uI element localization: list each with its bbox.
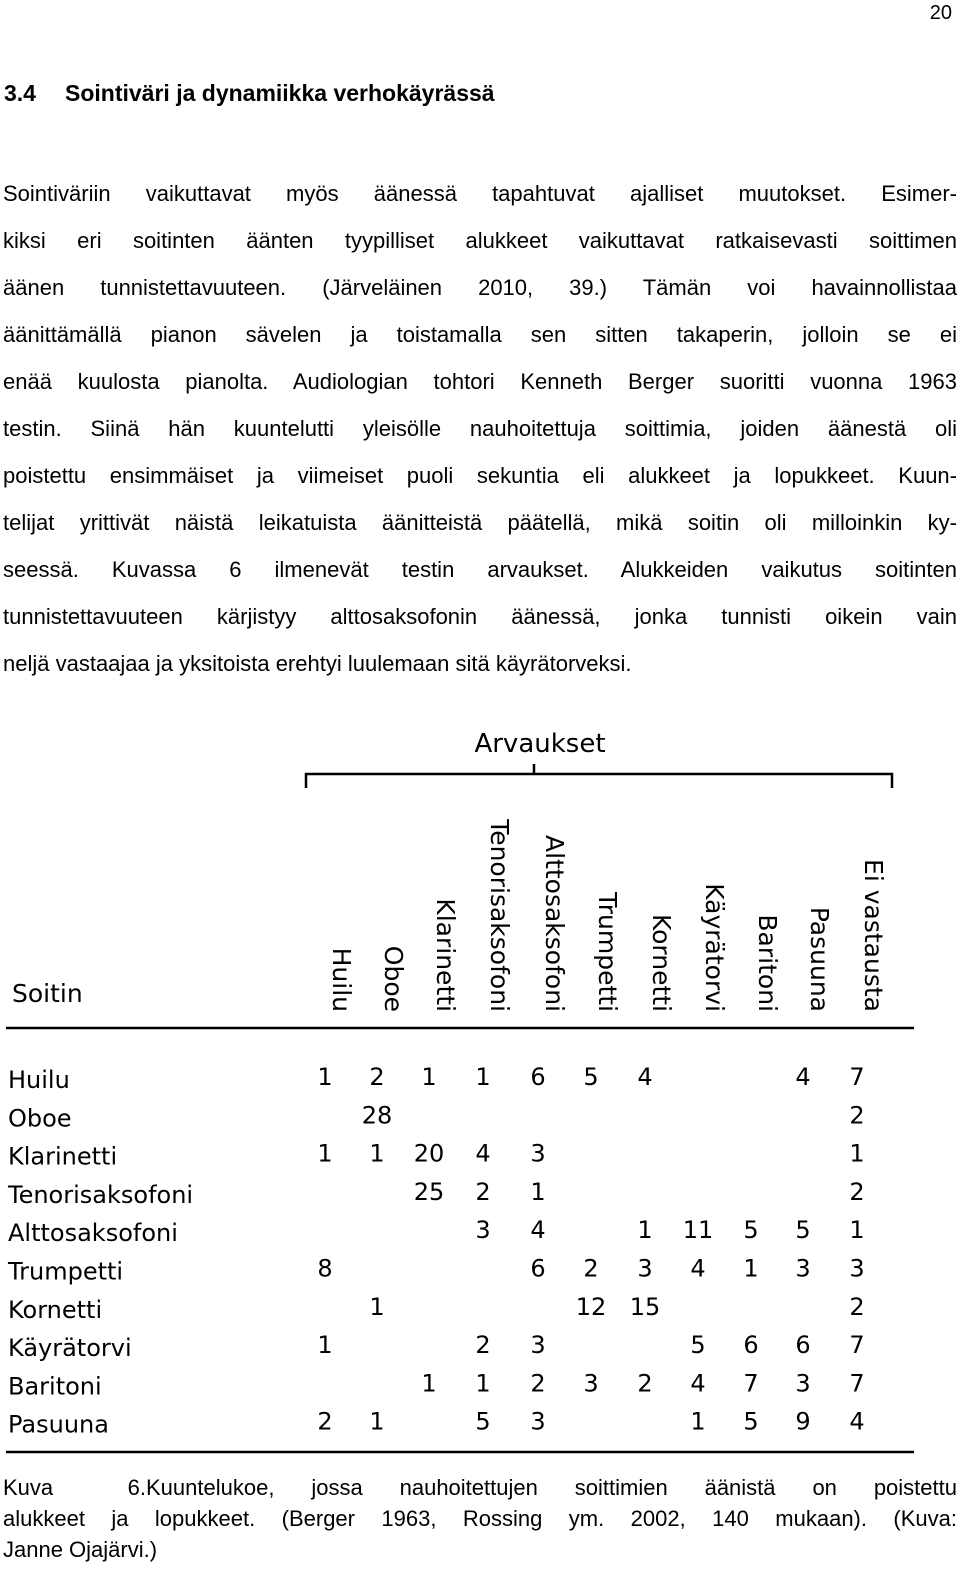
table-cell: 5 xyxy=(743,1407,759,1436)
table-cell: 6 xyxy=(530,1254,546,1283)
table-cell: 6 xyxy=(743,1331,759,1360)
row-label: Kornetti xyxy=(8,1295,103,1324)
body-paragraph xyxy=(3,170,957,687)
row-label: Tenorisaksofoni xyxy=(8,1180,194,1209)
table-cell: 1 xyxy=(849,1216,865,1245)
table-cell: 2 xyxy=(637,1369,653,1398)
caption-line: Janne Ojajärvi.) xyxy=(3,1537,158,1562)
table-cell: 3 xyxy=(795,1369,811,1398)
body-line: telijat yrittivät näistä leikatuista äänitteistä päätellä, mikä soitin oli milloinkin ky- xyxy=(3,510,957,535)
table-cell: 1 xyxy=(743,1254,759,1283)
page-number: 20 xyxy=(929,2,952,24)
header-bracket xyxy=(306,764,892,788)
table-cell: 1 xyxy=(317,1063,333,1091)
row-header: Soitin xyxy=(12,979,83,1008)
table-cell: 3 xyxy=(530,1407,546,1436)
table-cell: 3 xyxy=(795,1254,811,1283)
table-cell: 4 xyxy=(475,1139,491,1168)
body-line: äänittämällä pianon sävelen ja toistamalla sen sitten takaperin, jolloin se ei xyxy=(3,322,957,347)
table-cell: 7 xyxy=(849,1369,865,1398)
caption-label: Kuva 6. xyxy=(3,1475,146,1500)
table-cell: 1 xyxy=(421,1369,437,1398)
column-header: Pasuuna xyxy=(805,906,834,1012)
body-line: Sointiväriin vaikuttavat myös äänessä tapahtuvat ajalliset muutokset. Esimer- xyxy=(3,181,957,206)
body-line: äänen tunnistettavuuteen. (Järveläinen 2010, 39.) Tämän voi havainnollistaa xyxy=(3,275,957,300)
section-number: 3.4 xyxy=(4,80,36,106)
table-cell: 2 xyxy=(849,1101,865,1130)
table-cell: 5 xyxy=(583,1063,599,1091)
table-cell: 4 xyxy=(530,1216,546,1245)
table-cell: 4 xyxy=(795,1063,811,1091)
column-header: Trumpetti xyxy=(593,892,622,1012)
table-cell: 3 xyxy=(583,1369,599,1398)
column-header: Tenorisaksofoni xyxy=(485,819,514,1012)
column-header: Huilu xyxy=(327,947,356,1012)
table-cell: 7 xyxy=(849,1063,865,1091)
table-cell: 1 xyxy=(475,1369,491,1398)
table-cell: 9 xyxy=(795,1407,811,1436)
column-header: Alttosaksofoni xyxy=(540,835,569,1012)
table-cell: 4 xyxy=(637,1063,653,1091)
table-cell: 1 xyxy=(369,1407,385,1436)
table-cell: 1 xyxy=(369,1292,385,1321)
table-cell: 2 xyxy=(530,1369,546,1398)
table-cell: 2 xyxy=(317,1407,333,1436)
section-title-text: Sointiväri ja dynamiikka verhokäyrässä xyxy=(65,80,495,106)
table-cell: 2 xyxy=(849,1177,865,1206)
section-heading xyxy=(4,80,495,107)
column-header: Käyrätorvi xyxy=(700,883,729,1012)
table-cell: 3 xyxy=(637,1254,653,1283)
table-cell: 4 xyxy=(690,1369,706,1398)
column-header: Oboe xyxy=(379,945,408,1012)
row-label: Huilu xyxy=(8,1066,70,1094)
row-label: Klarinetti xyxy=(8,1142,118,1171)
table-cell: 8 xyxy=(317,1254,333,1283)
body-line: poistettu ensimmäiset ja viimeiset puoli sekuntia eli alukkeet ja lopukkeet. Kuun- xyxy=(3,463,957,488)
table-cell: 2 xyxy=(583,1254,599,1283)
body-line: tunnistettavuuteen kärjistyy alttosaksofonin äänessä, jonka tunnisti oikein vain xyxy=(3,604,957,629)
table-cell: 2 xyxy=(369,1063,385,1091)
table-cell: 7 xyxy=(849,1331,865,1360)
body-line: seessä. Kuvassa 6 ilmenevät testin arvaukset. Alukkeiden vaikutus soitinten xyxy=(3,557,957,582)
table-cell: 12 xyxy=(575,1292,607,1321)
table-cell: 5 xyxy=(743,1216,759,1245)
table-cell: 2 xyxy=(475,1331,491,1360)
table-cell: 5 xyxy=(795,1216,811,1245)
table-cell: 1 xyxy=(690,1407,706,1436)
table-cell: 5 xyxy=(690,1331,706,1360)
table-cell: 4 xyxy=(690,1254,706,1283)
table-cell: 1 xyxy=(637,1216,653,1245)
body-line: testin. Siinä hän kuuntelutti yleisölle nauhoitettuja soittimia, joiden äänestä oli xyxy=(3,416,957,441)
caption-line xyxy=(3,1472,957,1503)
body-line: kiksi eri soitinten äänten tyypilliset alukkeet vaikuttavat ratkaisevasti soittimen xyxy=(3,228,957,253)
table-cell: 3 xyxy=(530,1331,546,1360)
table-cell: 6 xyxy=(795,1331,811,1360)
table-cell: 11 xyxy=(682,1216,714,1245)
table-cell: 4 xyxy=(849,1407,865,1436)
figure-caption xyxy=(3,1472,957,1565)
column-header: Baritoni xyxy=(753,914,782,1012)
figure-header: Arvaukset xyxy=(474,729,606,759)
column-header: Ei vastausta xyxy=(859,859,888,1012)
table-cell: 1 xyxy=(317,1139,333,1168)
table-cell: 28 xyxy=(361,1101,393,1130)
table-cell: 2 xyxy=(475,1177,491,1206)
body-line: enää kuulosta pianolta. Audiologian tohtori Kenneth Berger suoritti vuonna 1963 xyxy=(3,369,957,394)
table-cell: 3 xyxy=(475,1216,491,1245)
column-header: Kornetti xyxy=(647,913,676,1012)
caption-line: alukkeet ja lopukkeet. (Berger 1963, Rossing ym. 2002, 140 mukaan). (Kuva: xyxy=(3,1506,957,1531)
table-cell: 1 xyxy=(421,1063,437,1091)
table-cell: 25 xyxy=(413,1177,445,1206)
table-cell: 1 xyxy=(317,1331,333,1360)
table-cell: 20 xyxy=(413,1139,445,1168)
table-cell: 2 xyxy=(849,1292,865,1321)
row-label: Trumpetti xyxy=(8,1257,124,1286)
row-label: Käyrätorvi xyxy=(8,1334,132,1363)
table-cell: 3 xyxy=(530,1139,546,1168)
row-label: Oboe xyxy=(8,1104,72,1133)
table-cell: 1 xyxy=(530,1177,546,1206)
body-line: neljä vastaajaa ja yksitoista erehtyi luulemaan sitä käyrätorveksi. xyxy=(3,651,632,676)
column-header: Klarinetti xyxy=(431,898,460,1012)
table-cell: 1 xyxy=(475,1063,491,1091)
table-cell: 3 xyxy=(849,1254,865,1283)
table-cell: 1 xyxy=(369,1139,385,1168)
table-cell: 7 xyxy=(743,1369,759,1398)
row-label: Pasuuna xyxy=(8,1410,109,1439)
table-cell: 5 xyxy=(475,1407,491,1436)
table-cell: 6 xyxy=(530,1063,546,1091)
row-label: Alttosaksofoni xyxy=(8,1219,178,1248)
caption-text: Kuuntelukoe, jossa nauhoitettujen soittimien äänistä on poistettu xyxy=(146,1475,957,1500)
figure-guess-table xyxy=(0,700,960,1460)
table-cell: 1 xyxy=(849,1139,865,1168)
table-cell: 15 xyxy=(629,1292,661,1321)
guess-table-graphic xyxy=(0,700,960,1460)
row-label: Baritoni xyxy=(8,1372,102,1401)
